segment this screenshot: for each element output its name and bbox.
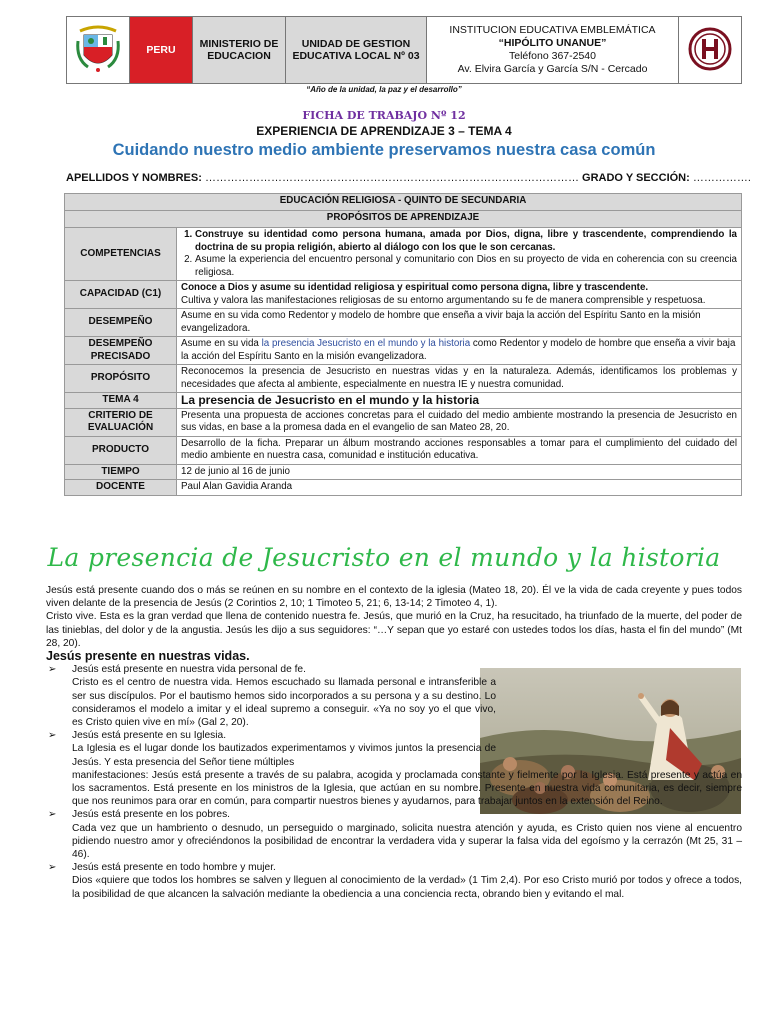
precisado-text-end: como Redentor y modelo de hombre que enseña a vivir baja la acción del Espíritu Santo en la misión evangelizadora. [181,338,736,362]
list-item [46,729,742,742]
arrow-bullet-icon: ➢ [48,664,57,676]
page-title: Cuidando nuestro medio ambiente preservamos nuestra casa común [112,141,656,159]
bullet-title: Jesús está presente en los pobres. [72,809,231,821]
country-cell: PERU [130,17,193,84]
list-item [46,663,742,676]
tema-cell: La presencia de Jesucristo en el mundo y la historia [177,393,742,409]
reading-body [46,584,742,901]
capacidad-main: Conoce a Dios y asume su identidad religiosa y espiritual como persona digna, libre y trascendente. [181,282,649,293]
tiempo-cell: 12 de junio al 16 de junio [177,464,742,480]
section-header: PROPÓSITOS DE APRENDIZAJE [65,211,742,228]
course-header: EDUCACIÓN RELIGIOSA - QUINTO DE SECUNDARIA [65,194,742,211]
header-table [66,16,742,84]
capacidad-label: CAPACIDAD (C1) [65,281,177,309]
proposito-cell: Reconocemos la presencia de Jesucristo en nuestras vidas y en la naturaleza. Además, identificamos los problemas y necesidades que afecta al ambiente, especialmente en nuestra IE y nuestra comunidad. [177,365,742,393]
criterio-cell: Presenta una propuesta de acciones concretas para el cuidado del medio ambiente mostrando la presencia de Jesucristo en sus vidas, en base a la promesa dada en el evangelio de san Mateo 28, 20. [177,408,742,436]
peru-coat-of-arms-cell [67,17,130,84]
precisado-text: Asume en su vida [181,338,262,349]
names-label: APELLIDOS Y NOMBRES: [66,172,202,184]
arrow-bullet-icon: ➢ [48,809,57,821]
competencias-list [181,229,737,279]
capacidad-detail: Cultiva y valora las manifestaciones religiosas de su entorno argumentando su fe de manera comprensible y respetuosa. [181,294,706,306]
bullet-text: Cada vez que un hambriento o desnudo, un perseguido o marginado, solicita nuestra atención y ayuda, es Cristo quien nos viene al encuentro pidiendo nuestro amor y ofreciéndonos la posibilidad de encontrar la verdadera vida y superar la falsa vida del egoísmo y la cerrazón (Mt 25, 31 – 46). [72,822,742,861]
proposito-label: PROPÓSITO [65,365,177,393]
docente-label: DOCENTE [65,480,177,496]
list-item [46,808,742,821]
student-info-line [66,172,751,184]
docente-cell: Paul Alan Gavidia Aranda [177,480,742,496]
desempeno-precisado-cell [177,337,742,365]
bullet-text: manifestaciones: Jesús está presente a través de su palabra, acogida y proclamada constante y fielmente por la Iglesia. Está presente y actúa en los sacramentos. Está presente en los ministros de la Iglesia, que actúan en su nombre. Presente en nuestra vida comunitaria, es decir, siempre que nos reunimos para orar en común, para compartir nuestros bienes y ayudarnos, para trabajar juntos en la extensión del Reino. [72,769,742,808]
institution-address: Av. Elvira García y García S/N - Cercado [457,63,648,75]
producto-cell: Desarrollo de la ficha. Preparar un álbum mostrando acciones responsables a tomar para el cumplimiento del cuidado del medio ambiente en nuestra casa, comunidad e institución educativa. [177,436,742,464]
arrow-bullet-icon: ➢ [48,730,57,742]
grade-label: GRADO Y SECCIÓN: [582,172,690,184]
competencias-cell [177,228,742,281]
institution-name: “HIPÓLITO UNANUE” [498,37,607,49]
purposes-table [64,193,742,496]
bullet-title: Jesús está presente en su Iglesia. [72,730,227,742]
desempeno-label: DESEMPEÑO [65,309,177,337]
tiempo-label: TIEMPO [65,464,177,480]
grade-blank: ……………. [692,172,751,184]
reading-title: La presencia de Jesucristo en el mundo y la historia [47,543,721,572]
reading-paragraph: Cristo vive. Esta es la gran verdad que llena de contenido nuestra fe. Jesús, que murió en la Cruz, ha resucitado, ha triunfado de la muerte, del poder de las tinieblas, del dolor y de la angustia. Jesús les dijo a sus seguidores: “…Y sepan que yo estaré con ustedes todos los días, hasta el fin del mundo” (Mt 28, 20). [46,611,742,649]
producto-label: PRODUCTO [65,436,177,464]
desempeno-cell: Asume en su vida como Redentor y modelo de hombre que enseña a vivir baja la acción del Espíritu Santo en la misión evangelizadora. [177,309,742,337]
competencia-item: 2. Asume la experiencia del encuentro personal y comunitario con Dios en su proyecto de vida en coherencia con su creencia religiosa. [195,254,737,279]
competencia-item: 1. Construye su identidad como persona humana, amada por Dios, digna, libre y trascendente, comprendiendo la doctrina de su propia religión, abierto al diálogo con los que le son cercanas. [195,229,737,254]
reading-subtitle: Jesús presente en nuestras vidas. [46,649,250,664]
coat-of-arms-icon [74,21,122,77]
precisado-highlight: la presencia Jesucristo en el mundo y la historia [261,338,471,349]
ugel-cell: UNIDAD DE GESTION EDUCATIVA LOCAL Nº 03 [286,17,427,84]
institution-line: INSTITUCION EDUCATIVA EMBLEMÁTICA [449,24,656,36]
bullet-title: Jesús está presente en todo hombre y mujer. [72,862,276,874]
names-blank: ………………………………………………………………………………………… [204,172,579,184]
bullet-text: Cristo es el centro de nuestra vida. Hemos escuchado su llamada personal e intransferible a ser sus discípulos. Por el bautismo hemos sido incorporados a su persona y a su destino. Lo consideramos el modelo a imitar y el ideal supremo a conseguir. «Ya no soy yo el que vivo, es Cristo quien vive en mí» (Gal 2, 20). [72,677,496,729]
list-item [46,861,742,874]
school-logo-cell [679,17,742,84]
arrow-bullet-icon: ➢ [48,862,57,874]
institution-cell [427,17,679,84]
bullet-title: Jesús está presente en nuestra vida personal de fe. [72,664,306,676]
criterio-label: CRITERIO DE EVALUACIÓN [65,408,177,436]
bullet-text: La Iglesia es el lugar donde los bautizados experimentamos y vivimos juntos la presencia de Jesús. Y esta presencia del Señor tiene múltiples [72,743,496,768]
ministry-cell: MINISTERIO DE EDUCACION [193,17,286,84]
school-logo-icon [688,27,732,71]
desempeno-precisado-label: DESEMPEÑO PRECISADO [65,337,177,365]
experience-heading: EXPERIENCIA DE APRENDIZAJE 3 – TEMA 4 [256,124,512,138]
year-motto: “Año de la unidad, la paz y el desarrollo” [306,85,462,94]
capacidad-cell [177,281,742,309]
tema-label: TEMA 4 [65,393,177,409]
institution-phone: Teléfono 367-2540 [509,50,596,62]
competencias-label: COMPETENCIAS [65,228,177,281]
worksheet-number: FICHA DE TRABAJO Nº 12 [302,109,466,122]
bullet-text: Dios «quiere que todos los hombres se salven y lleguen al conocimiento de la verdad» (1 Tim 2,4). Por eso Cristo murió por todos y ofrece a todos, la posibilidad de que alcancen la salvación mediante la obediencia a una conciencia recta, obrando bien y evitando el mal. [72,875,742,900]
reading-paragraph: Jesús está presente cuando dos o más se reúnen en su nombre en el contexto de la iglesia (Mateo 18, 20). Él ve la vida de cada creyente y pues todos viven delante de la presencia de Jesús (2 Corintios 2, 10; 1 Timoteo 5, 21; 6, 13-14; 2 Timoteo 4, 1). [46,585,742,610]
